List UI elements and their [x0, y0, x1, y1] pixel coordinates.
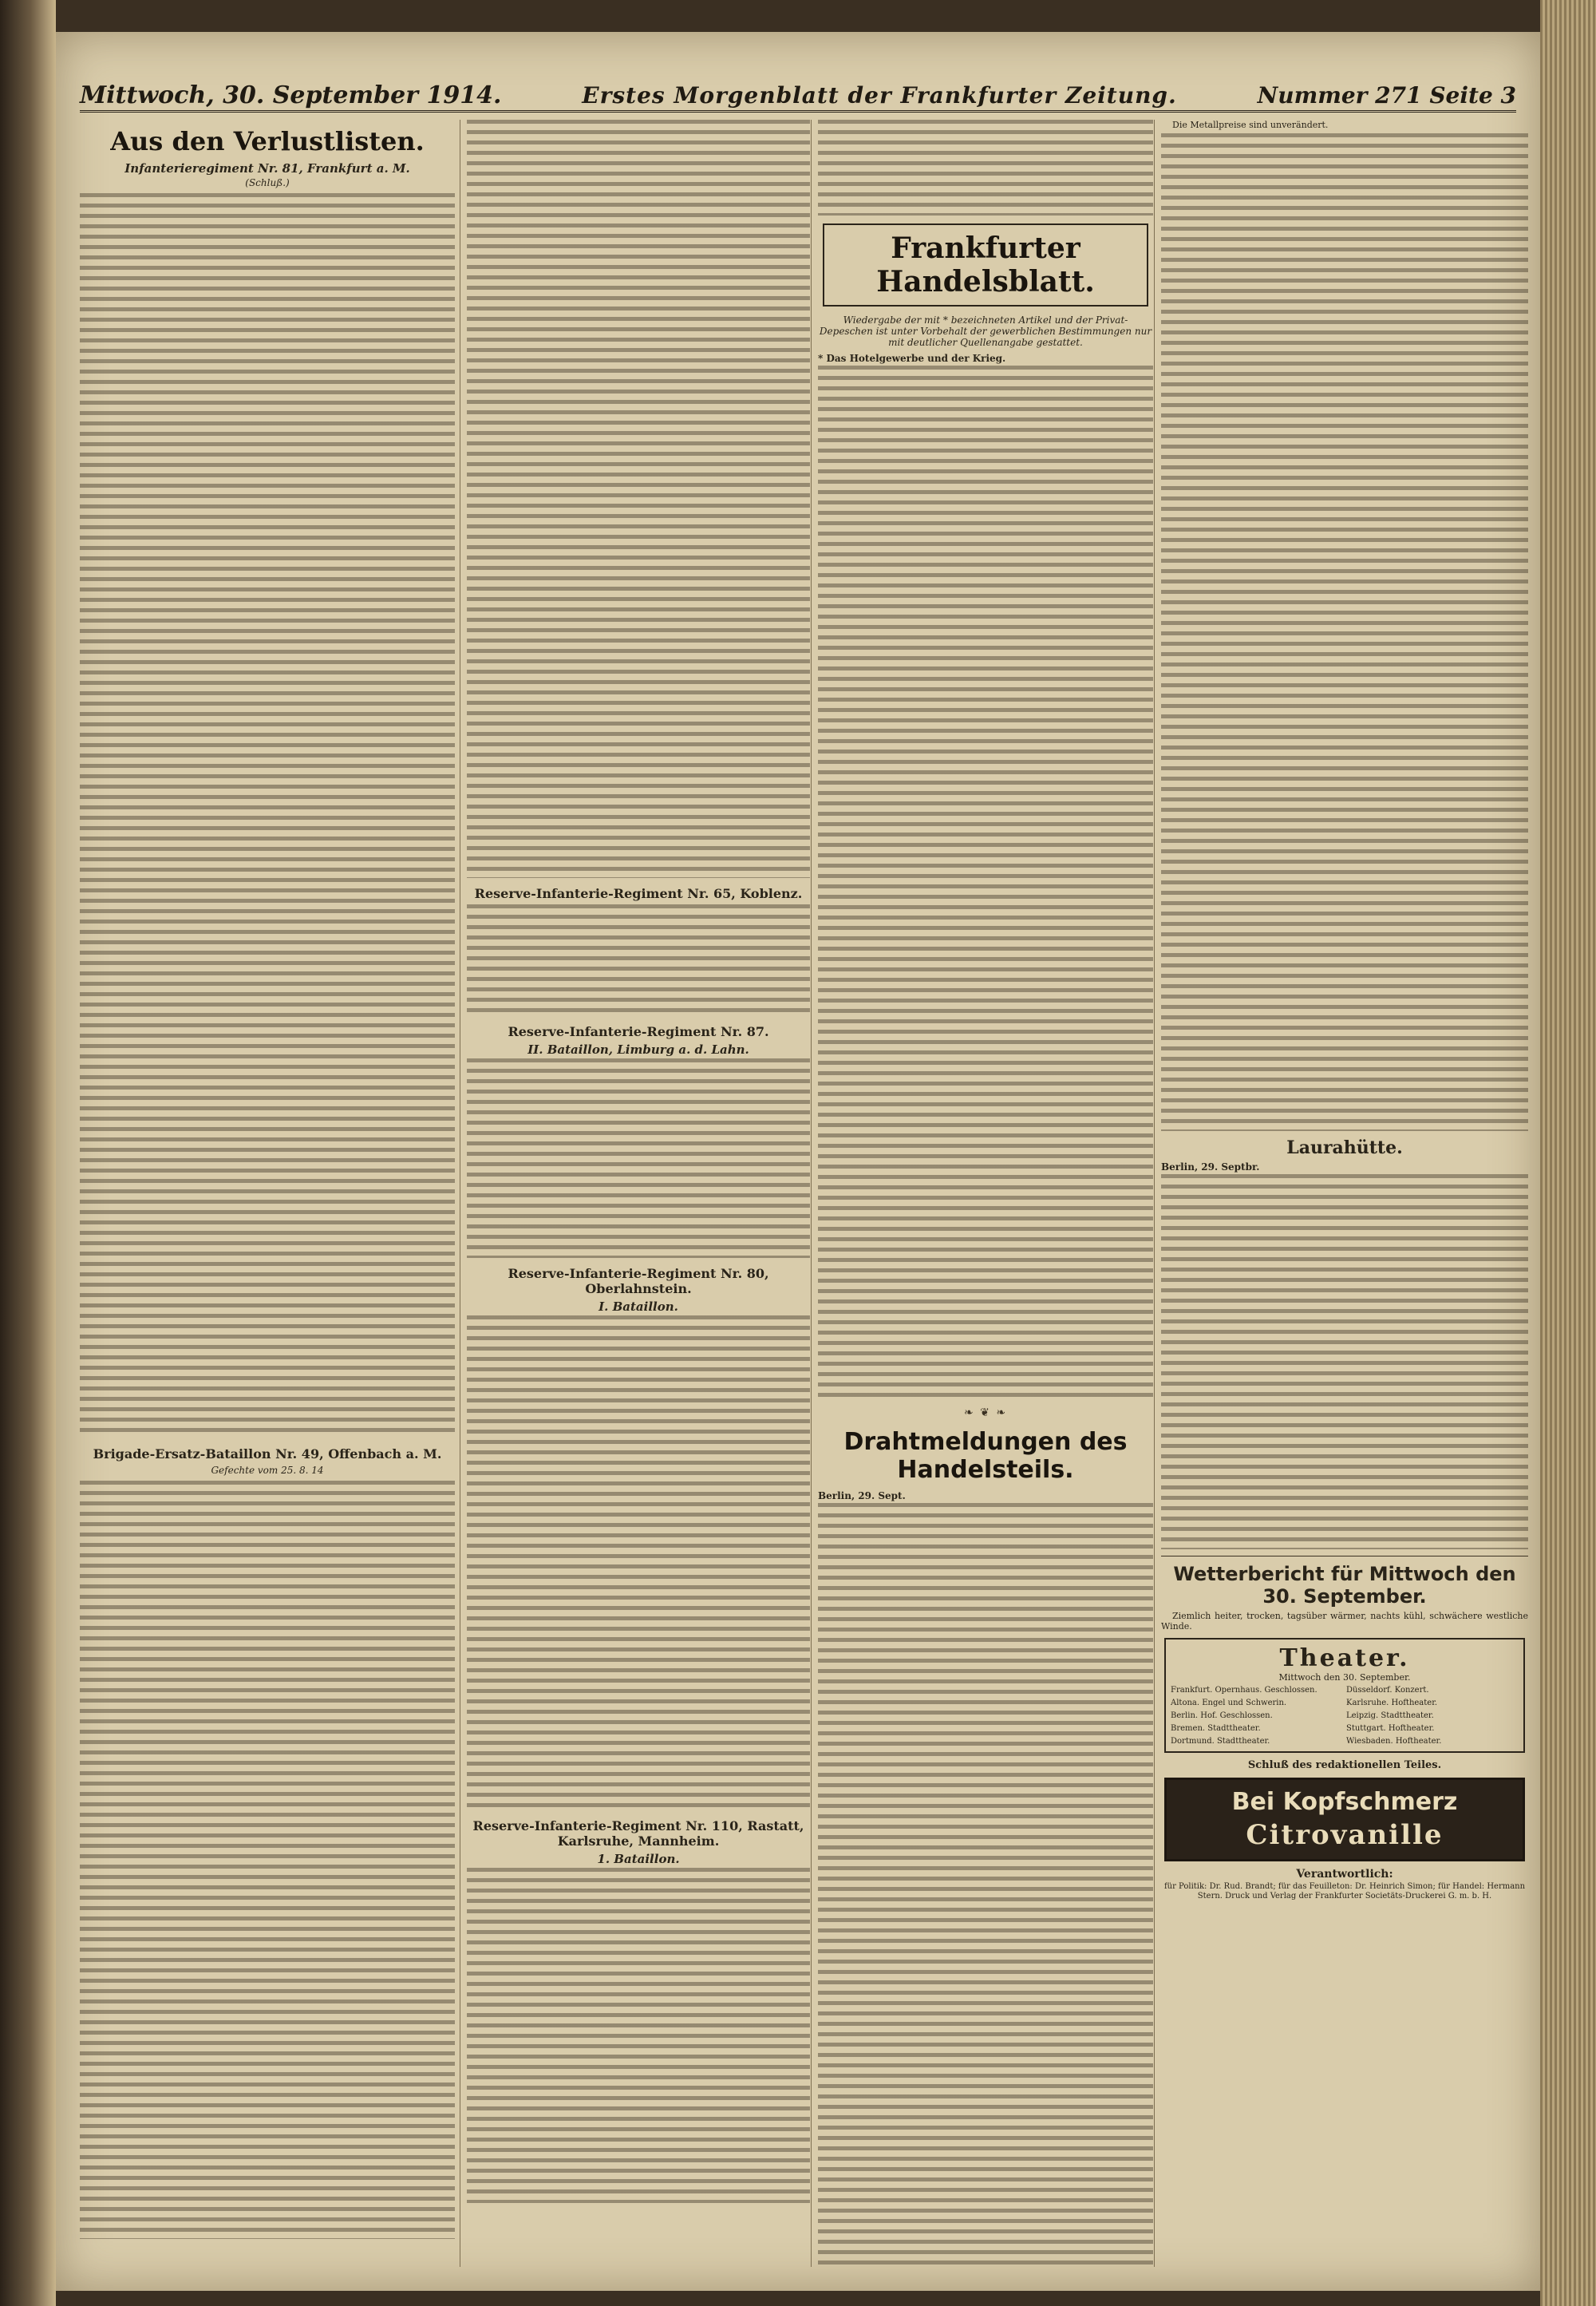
wire-reports-text [818, 1503, 1153, 2267]
theater-listings [1164, 1638, 1525, 1753]
hotel-article-title: * Das Hotelgewerbe und der Krieg. [818, 353, 1006, 364]
laurahuette-heading: Laurahütte. [1286, 1137, 1403, 1158]
theater-item: Dortmund. Stadttheater. [1171, 1737, 1270, 1746]
column-markets [1154, 120, 1528, 2267]
weather-report-heading: Wetterbericht für Mittwoch den 30. September. [1173, 1563, 1516, 1608]
header-masthead: Erstes Morgenblatt der Frankfurter Zeitung. [582, 81, 1177, 109]
laurahuette-dateline: Berlin, 29. Septbr. [1161, 1161, 1260, 1173]
battalion-note: Gefechte vom 25. 8. 14 [211, 1465, 324, 1476]
responsible-editors-text: für Politik: Dr. Rud. Brandt; für das Feuilleton: Dr. Heinrich Simon; für Handel: Hermann Stern. Druck und Verlag der Frankfurter Societäts-Druckerei G. m. b. H. [1163, 1882, 1526, 1901]
theater-item: Frankfurt. Opernhaus. Geschlossen. [1171, 1686, 1317, 1695]
casualty-text-block-2 [80, 1481, 455, 2239]
regiment-65-heading: Reserve-Infanterie-Regiment Nr. 65, Koblenz. [474, 886, 803, 901]
column-casualty-lists-continued [460, 120, 810, 2267]
casualty-text-block-4 [467, 904, 810, 1016]
trade-section-notice: Wiedergabe der mit * bezeichneten Artikel und der Privat-Depeschen ist unter Vorbehalt der gewerblichen Bestimmungen nur mit deutlicher Quellenangabe gestattet. [819, 314, 1152, 348]
weather-report-text: Ziemlich heiter, trocken, tagsüber wärmer, nachts kühl, schwächere westliche Winde. [1161, 1611, 1528, 1632]
page-header [80, 80, 1516, 113]
section-divider: ❧ ❦ ❧ [963, 1406, 1008, 1419]
regiment-subheading: Infanterieregiment Nr. 81, Frankfurt a. M. [124, 161, 410, 176]
theater-item: Berlin. Hof. Geschlossen. [1171, 1711, 1273, 1720]
book-binding-left [0, 0, 56, 2306]
theater-heading: Theater. [1279, 1644, 1410, 1672]
theater-item: Altona. Engel und Schwerin. [1171, 1699, 1287, 1707]
book-page-edges-right [1540, 0, 1596, 2306]
ad-product-name: Citrovanille [1246, 1819, 1444, 1851]
laurahuette-text [1161, 1174, 1528, 1549]
header-date: Mittwoch, 30. September 1914. [80, 81, 502, 109]
theater-item: Düsseldorf. Konzert. [1346, 1686, 1429, 1695]
wire-berlin-dateline: Berlin, 29. Sept. [818, 1490, 906, 1501]
newspaper-page [56, 32, 1540, 2291]
column-casualty-lists [80, 120, 455, 2267]
theater-item: Leipzig. Stadttheater. [1346, 1711, 1434, 1720]
regiment-110-battalion: 1. Bataillon. [597, 1852, 680, 1866]
casualty-text-block-7 [467, 1868, 810, 2203]
theater-date: Mittwoch den 30. September. [1278, 1672, 1411, 1683]
trade-intro-text [818, 120, 1153, 216]
casualty-text-block [80, 193, 455, 1438]
regiment-80-heading: Reserve-Infanterie-Regiment Nr. 80, Oberlahnstein. [508, 1266, 769, 1296]
hotel-article-text [818, 366, 1153, 1403]
wire-reports-heading: Drahtmeldungen des Handelsteils. [843, 1428, 1128, 1484]
regiment-87-heading: Reserve-Infanterie-Regiment Nr. 87. [508, 1024, 769, 1039]
casualty-text-block-5 [467, 1058, 810, 1258]
continued-note: (Schluß.) [245, 177, 290, 188]
ad-headline: Bei Kopfschmerz [1231, 1788, 1458, 1816]
regiment-80-battalion: I. Bataillon. [598, 1299, 678, 1314]
editorial-end-note: Schluß des redaktionellen Teiles. [1247, 1759, 1442, 1771]
theater-item: Bremen. Stadttheater. [1171, 1724, 1261, 1733]
column-trade-section [811, 120, 1153, 2267]
responsible-editors-heading: Verantwortlich: [1296, 1868, 1393, 1881]
theater-item: Stuttgart. Hoftheater. [1346, 1724, 1435, 1733]
trade-section-title: Frankfurter Handelsblatt. [823, 223, 1148, 307]
regiment-87-battalion: II. Bataillon, Limburg a. d. Lahn. [527, 1042, 749, 1057]
battalion-heading: Brigade-Ersatz-Bataillon Nr. 49, Offenbach a. M. [93, 1446, 442, 1462]
header-page-number: Nummer 271 Seite 3 [1257, 81, 1516, 109]
theater-item: Wiesbaden. Hoftheater. [1346, 1737, 1442, 1746]
market-reports-text [1161, 133, 1528, 1131]
theater-item: Karlsruhe. Hoftheater. [1346, 1699, 1438, 1707]
citrovanille-advertisement [1164, 1778, 1525, 1861]
casualty-text-block-3 [467, 120, 810, 878]
casualty-list-heading: Aus den Verlustlisten. [110, 126, 425, 156]
metal-prices-lead: Die Metallpreise sind unverändert. [1172, 120, 1329, 130]
regiment-110-heading: Reserve-Infanterie-Regiment Nr. 110, Rastatt, Karlsruhe, Mannheim. [472, 1818, 804, 1849]
casualty-text-block-6 [467, 1315, 810, 1810]
